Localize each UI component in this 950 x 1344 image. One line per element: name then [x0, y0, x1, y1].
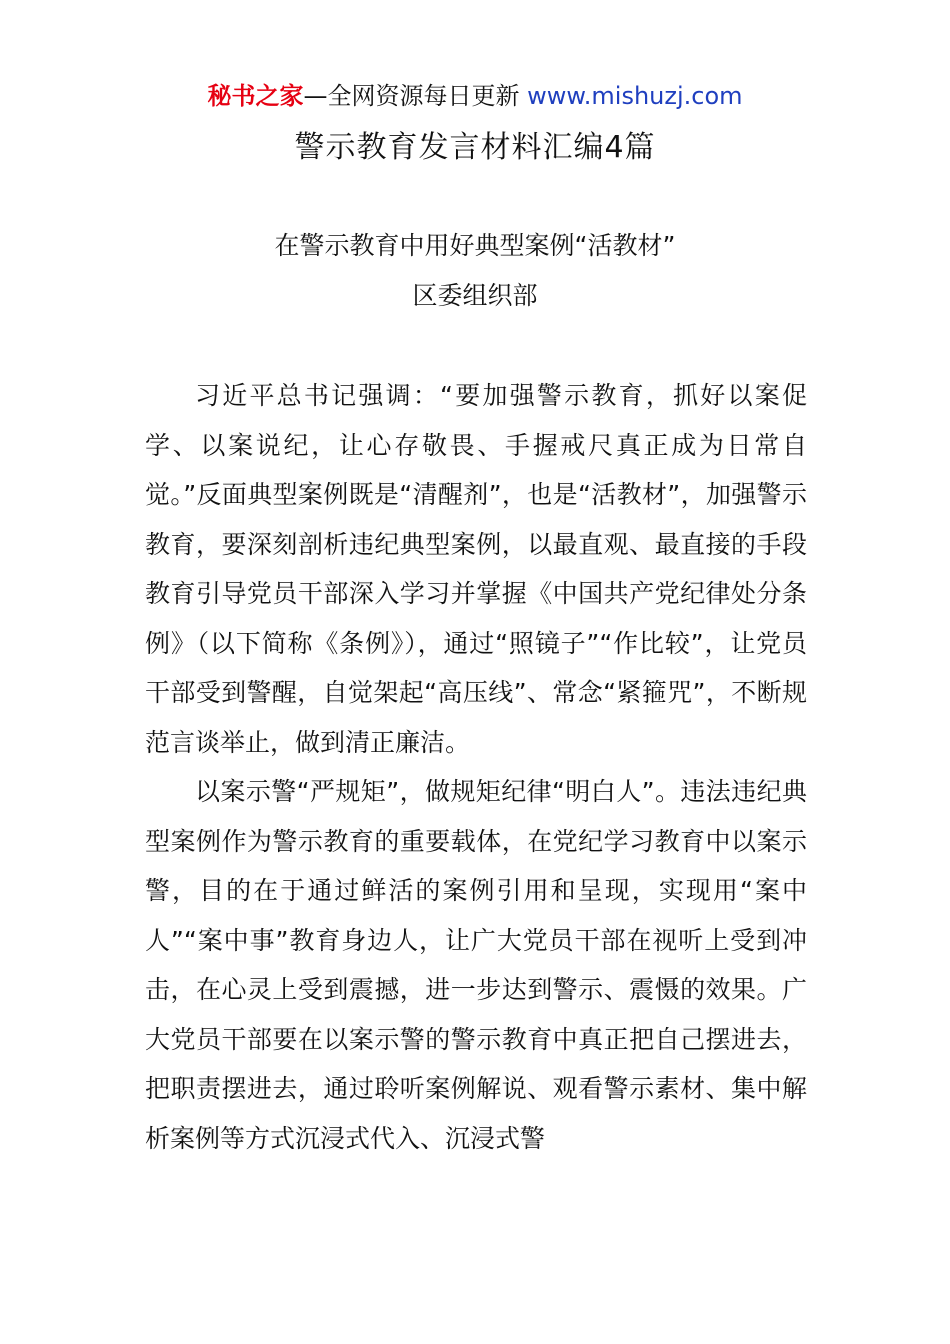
site-name: 秘书之家 — [207, 82, 304, 110]
article-title: 在警示教育中用好典型案例“活教材” — [274, 231, 676, 260]
body-paragraph: 习近平总书记强调：“要加强警示教育，抓好以案促学、以案说纪，让心存敬畏、手握戒尺真正成为日常自觉。”反面典型案例既是“清醒剂”，也是“活教材”，加强警示教育，要深刻剖析违纪典型案例，以最直观、最直接的手段教育引导党员干部深入学习并掌握《中国共产党纪律处分条例》（以下简称《条例》），通过“照镜子”“作比较”，让党员干部受到警醒，自觉架起“高压线”、常念“紧箍咒”，不断规范言谈举止，做到清正廉洁。 — [145, 381, 807, 757]
site-url-link[interactable]: www.mishuzj.com — [527, 82, 743, 110]
article-body — [145, 371, 807, 1163]
body-paragraph: 以案示警“严规矩”，做规矩纪律“明白人”。违法违纪典型案例作为警示教育的重要载体，在党纪学习教育中以案示警，目的在于通过鲜活的案例引用和呈现，实现用“案中人”“案中事”教育身边人，让广大党员干部在视听上受到冲击，在心灵上受到震撼，进一步达到警示、震慑的效果。广大党员干部要在以案示警的警示教育中真正把自己摆进去，把职责摆进去，通过聆听案例解说、观看警示素材、集中解析案例等方式沉浸式代入、沉浸式警 — [145, 777, 807, 1153]
site-header — [0, 80, 950, 112]
site-tagline: —全网资源每日更新 — [303, 82, 528, 110]
document-title: 警示教育发言材料汇编4篇 — [294, 130, 656, 165]
article-author: 区委组织部 — [412, 281, 538, 310]
